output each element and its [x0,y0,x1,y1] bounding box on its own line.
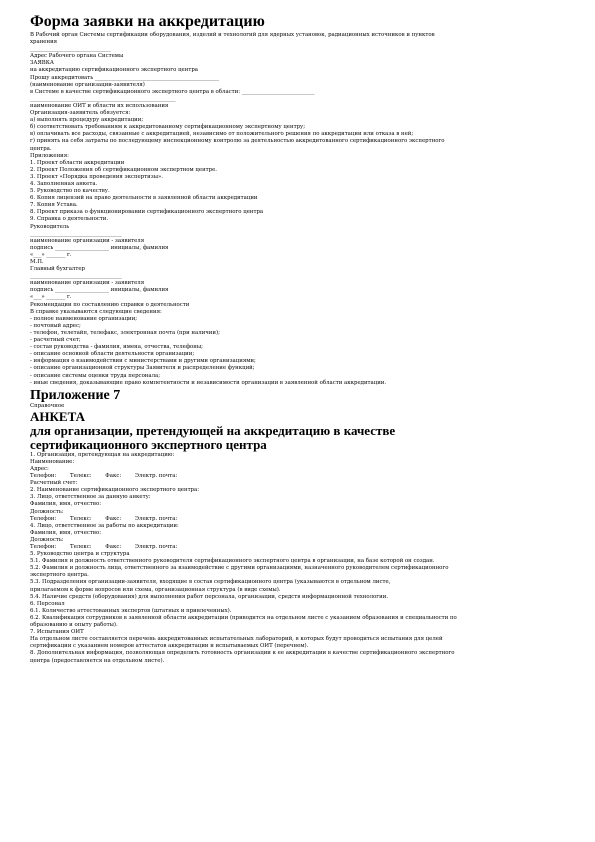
text-line: Фамилия, имя, отчество: [30,529,102,536]
text-line: прилагаемом к форме вопросов или схема, организационная структура (в виде схемы). [30,586,281,593]
text-line: Телефон: Телекс: Факс: Электр. почта: [30,515,178,522]
text-line: Наименование: [30,458,75,465]
text-line: - расчетный счет; [30,337,81,344]
text-line: В справке указываются следующие сведения: [30,308,162,315]
text-line: Адрес: [30,465,49,472]
text-line: 1. Организация, претендующая на аккредитацию: [30,451,175,458]
text-line: 3. Лицо, ответственное за данную анкету: [30,494,151,501]
text-line: 4. Заполненная анкета. [30,180,98,187]
text-line: 6.1. Количество аттестованных экспертов (штатных и привлеченных). [30,607,232,614]
text-line: 5. Руководство центра и структура [30,551,130,558]
text-line: - описание основной области деятельности организации; [30,351,195,358]
text-line: экспертного центра. [30,572,89,579]
application-form-body [30,32,570,387]
text-line: 2. Наименование сертификационного экспертного центра: [30,487,200,494]
text-line: На отдельном листе составляется перечень аккредитованных испытательных лабораторий, в которых будут проводиться испытания для целей [30,636,443,643]
text-line: - почтовый адрес; [30,322,81,329]
text-line: 5.2. Фамилия и должность лица, ответственного за взаимодействие с другими организациями, назначенного руководителем сертификационного [30,565,449,572]
text-line: ______________________________________________________ [30,95,176,102]
text-line: - описание системы оценки труда персонала; [30,372,161,379]
text-line: 8. Дополнительная информация, позволяющая определить готовность организации к ее аккредитации в качестве сертификационного экспертного [30,650,455,657]
text-line: 7. Копия Устава. [30,202,78,209]
text-line: сертификации с указанием номеров аттестатов аккредитации и испытываемых ОИТ (перечнем). [30,643,309,650]
text-line: подпись ____________________ инициалы, фамилия [30,287,169,294]
text-line: б) соответствовать требованиям к аккредитованному сертификационному экспертному центру; [30,124,306,131]
text-line: Рекомендации по составлению справки о деятельности [30,301,190,308]
anketa-title: АНКЕТА [30,408,86,424]
reference-label: Справочное [30,402,65,409]
text-line: Должность: [30,536,64,543]
text-line: 9. Справка о деятельности. [30,216,109,223]
text-line: - описание организационной структуры Заявителя и распределение функций; [30,365,255,372]
text-line: а) выполнять процедуру аккредитации; [30,117,144,124]
text-line: Должность: [30,508,64,515]
text-line: __________________________________ [30,230,122,237]
text-line: хранения [30,39,58,46]
text-line: центра. [30,145,52,152]
text-line: Телефон: Телекс: Факс: Электр. почта: [30,544,178,550]
questionnaire-body [30,452,570,665]
text-line: 6. Персонал [30,600,65,607]
text-line: Организация-заявитель обязуется: [30,110,131,117]
text-line: __________________________________ [30,273,122,280]
text-line: наименование организации - заявителя [30,237,145,244]
text-line: в Системе в качестве сертификационного экспертного центра в области: ___________________________ [30,88,315,95]
text-line: - телефон, телетайп, телефакс, электронная почта (при наличии); [30,329,220,336]
text-line: образованию и опыту работы). [30,622,118,629]
text-line: в) оплачивать все расходы, связанные с аккредитацией, независимо от положительного решения по аккредитации или отказа в ней; [30,131,414,138]
appendix-title: Приложение 7 [30,387,121,403]
anketa-subtitle-line-2: сертификационного экспертного центра [30,436,267,452]
text-line: 8. Проект приказа о функционировании сертификационного экспертного центра [30,209,264,216]
text-line: Руководитель [30,223,70,230]
text-line: Главный бухгалтер [30,266,85,273]
text-line: 6. Копия лицензий на право деятельности в заявленной области аккредитации [30,195,258,202]
text-line: - иные сведения, доказывающие право компетентности и независимости организации в заявленной области аккредитации. [30,379,387,386]
text-line: - информация о взаимодействии с министерствами и другими организациями; [30,358,256,365]
text-line: г) принять на себя затраты по последующему инспекционному контролю за деятельностью аккредитованного сертификационного экспертного [30,138,445,145]
text-line: на аккредитацию сертификационного экспертного центра [30,67,198,74]
text-line: Адрес Рабочего органа Системы [30,53,124,60]
anketa-subtitle-line-1: для организации, претендующей на аккредитацию в качестве [30,422,396,438]
text-line: 2. Проект Положения об сертификационном экспертном центре. [30,166,218,173]
text-line: 5. Руководство по качеству. [30,188,110,195]
text-line: 5.1. Фамилия и должность ответственного руководителя сертификационного экспертного центра в организации, на базе которой он создан. [30,558,435,565]
text-line: подпись ____________________ инициалы, фамилия [30,244,169,251]
text-line: - полное наименование организации; [30,315,138,322]
text-line: Телефон: Телекс: Факс: Электр. почта: [30,473,178,480]
text-line: Прошу аккредитовать ______________________________________________ [30,74,219,81]
text-line: 3. Проект «Порядка проведения экспертизы». [30,173,164,180]
text-line: 4. Лицо, ответственное за работы по аккредитации: [30,522,179,529]
text-line: 5.4. Наличие средств (оборудования) для выполнения работ персонала, организации, средств информационной технологии. [30,593,389,600]
text-line: «___» _______ г. [30,251,72,258]
text-line: ______________________________ [30,46,111,53]
document-page [30,14,570,665]
text-line: 5.3. Подразделения организации-заявителя, входящие в состав сертификационного центра (указываются в отдельном листе, [30,579,391,586]
text-line: М.П. [30,259,44,265]
text-line: наименование организации - заявителя [30,280,145,287]
form-title: Форма заявки на аккредитацию [30,13,265,30]
text-line: Приложения: [30,152,69,159]
text-line: - состав руководства - фамилия, имена, отчества, телефоны; [30,344,203,351]
text-line: Расчетный счет: [30,480,78,487]
text-line: Фамилия, имя, отчество: [30,501,102,508]
text-line: В Рабочий орган Системы сертификации оборудования, изделий и технологий для ядерных установок, радиационных источников и пунктов [30,32,435,38]
text-line: 6.2. Квалификация сотрудников в заявленной области аккредитации (приводится на отдельном листе с указанием образования и специальности по [30,614,457,621]
text-line: ЗАЯВКА [30,60,55,67]
text-line: «___» _______ г. [30,294,72,301]
text-line: 7. Испытания ОИТ [30,629,84,636]
text-line: наименование ОИТ и области их использования [30,102,169,109]
text-line: 1. Проект области аккредитации [30,159,125,166]
text-line: (наименование организации-заявителя) [30,81,145,88]
text-line: центра (предоставляется на отдельном листе). [30,657,165,664]
